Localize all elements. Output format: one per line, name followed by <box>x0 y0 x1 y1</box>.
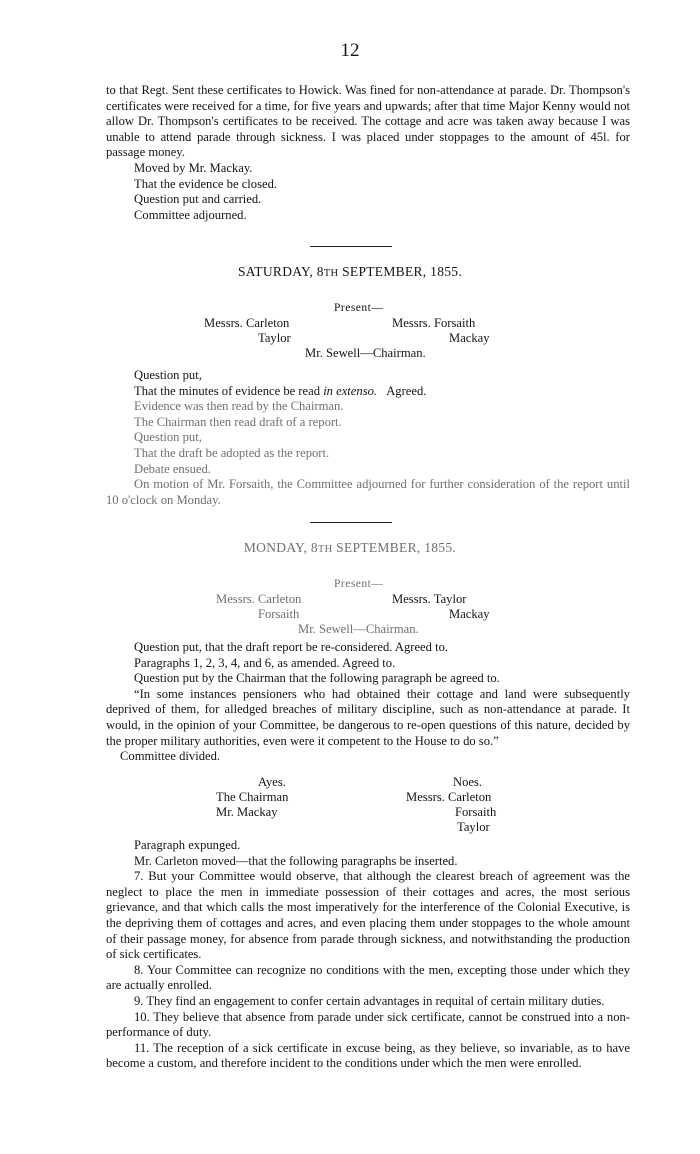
proceeding-line <box>106 384 630 400</box>
proceeding-line: Debate ensued. <box>134 461 211 476</box>
proceeding-line: Paragraphs 1, 2, 3, 4, and 6, as amended. Agreed to. <box>134 655 396 670</box>
noe-name: Messrs. Carleton <box>406 790 492 804</box>
heading-date-suffix: TH <box>317 544 333 555</box>
heading-date-suffix: TH <box>323 268 339 279</box>
monday-proceedings <box>106 640 630 765</box>
top-line: Committee adjourned. <box>134 207 247 222</box>
proceeding-line: Question put, <box>134 430 202 445</box>
present-label: Present— <box>334 578 384 590</box>
numbered-paragraph: 7. But your Committee would observe, that although the clearest breach of agreement was the neglect to place the men in immediate possession of their cottages and acres, the most serious grievance, and that which calls the most imperatively for the interference of the Colonial Executive, is the depriving them of cottages and acres, and even placing them under stoppages to the whole amount of their passage money, for absence from parade through sickness, and notwithstanding the production of sick certificates. <box>106 869 630 962</box>
proceeding-line: Question put, <box>134 368 202 382</box>
heading-day: SATURDAY, <box>237 264 314 279</box>
member-name: Mackay <box>449 331 490 345</box>
member-name: Messrs. Carleton <box>216 592 302 606</box>
section-divider <box>310 522 392 523</box>
aye-name: Mr. Mackay <box>216 805 278 819</box>
heading-date: 8 <box>310 540 318 555</box>
present-label: Present— <box>334 302 384 314</box>
proceeding-line: That the draft be adopted as the report. <box>134 445 330 460</box>
noe-name: Forsaith <box>455 805 497 819</box>
monday-continued <box>106 838 630 1072</box>
noe-name: Taylor <box>457 820 490 834</box>
member-name: Mackay <box>449 607 490 621</box>
saturday-heading <box>0 264 700 280</box>
top-line: Question put and carried. <box>134 192 262 207</box>
numbered-paragraph: 8. Your Committee can recognize no conditions with the men, excepting those under which they are actually enrolled. <box>106 962 630 993</box>
top-line: Moved by Mr. Mackay. <box>134 160 253 175</box>
page-number: 12 <box>340 40 360 61</box>
member-name: Messrs. Carleton <box>204 316 290 330</box>
proceeding-line: Question put, that the draft report be re-considered. Agreed to. <box>134 640 449 654</box>
member-name: Messrs. Forsaith <box>392 316 476 330</box>
heading-date: 8 <box>316 264 324 279</box>
heading-month-year: SEPTEMBER, 1855. <box>342 264 463 279</box>
numbered-paragraph: 11. The reception of a sick certificate in excuse being, as they believe, so invariable, as to have become a custom, and therefore incident to the conditions under which the men were enrolled. <box>106 1040 630 1071</box>
top-line: That the evidence be closed. <box>134 176 278 191</box>
adjournment-line: On motion of Mr. Forsaith, the Committee adjourned for further consideration of the report until 10 o'clock on Monday. <box>106 477 630 507</box>
top-block <box>106 83 630 223</box>
member-name: Taylor <box>258 331 291 345</box>
chairman-name: Mr. Sewell—Chairman. <box>298 622 419 636</box>
proceeding-line: The Chairman then read draft of a report. <box>134 414 342 429</box>
proceeding-line: Evidence was then read by the Chairman. <box>134 399 344 414</box>
proceeding-line: Mr. Carleton moved—that the following paragraphs be inserted. <box>134 853 458 868</box>
ayes-label: Ayes. <box>258 775 286 789</box>
saturday-proceedings <box>106 368 630 508</box>
proceeding-result: Agreed. <box>386 383 427 398</box>
chairman-name: Mr. Sewell—Chairman. <box>305 346 426 360</box>
division-line: Committee divided. <box>120 749 221 764</box>
section-divider <box>310 246 392 247</box>
quoted-paragraph: “In some instances pensioners who had obtained their cottage and land were subsequently deprived of them, for alledged breaches of military discipline, such as non-attendance at parade. It would, in the opinion of your Committee, be dangerous to re-open questions of this nature, decided by the proper military authorities, even were it competent to the House to do so.” <box>106 686 630 748</box>
aye-name: The Chairman <box>216 790 289 804</box>
numbered-paragraph: 10. They believe that absence from parade under sick certificate, cannot be construed into a non-performance of duty. <box>106 1009 630 1040</box>
proceeding-text: That the minutes of evidence be read <box>134 383 321 398</box>
heading-day: MONDAY, <box>243 540 308 555</box>
proceeding-line: Paragraph expunged. <box>134 838 241 852</box>
proceeding-line: Question put by the Chairman that the following paragraph be agreed to. <box>134 671 500 686</box>
noes-label: Noes. <box>453 775 483 789</box>
monday-heading <box>0 540 700 556</box>
evidence-paragraph: to that Regt. Sent these certificates to Howick. Was fined for non-attendance at parade. Dr. Thompson's certificates were received for a time, for five years and upwards; after that time Major Kenny would not allow Dr. Thompson's certificates to be received. The cottage and acre was taken away because I was unable to attend parade through sickness. I was placed under stoppages to the amount of 45l. for passage money. <box>106 83 630 160</box>
proceeding-italic: in extenso. <box>323 383 378 398</box>
numbered-paragraph: 9. They find an engagement to confer certain advantages in requital of certain military duties. <box>134 993 605 1008</box>
member-name: Forsaith <box>258 607 300 621</box>
member-name: Messrs. Taylor <box>392 592 467 606</box>
heading-month-year: SEPTEMBER, 1855. <box>336 540 457 555</box>
